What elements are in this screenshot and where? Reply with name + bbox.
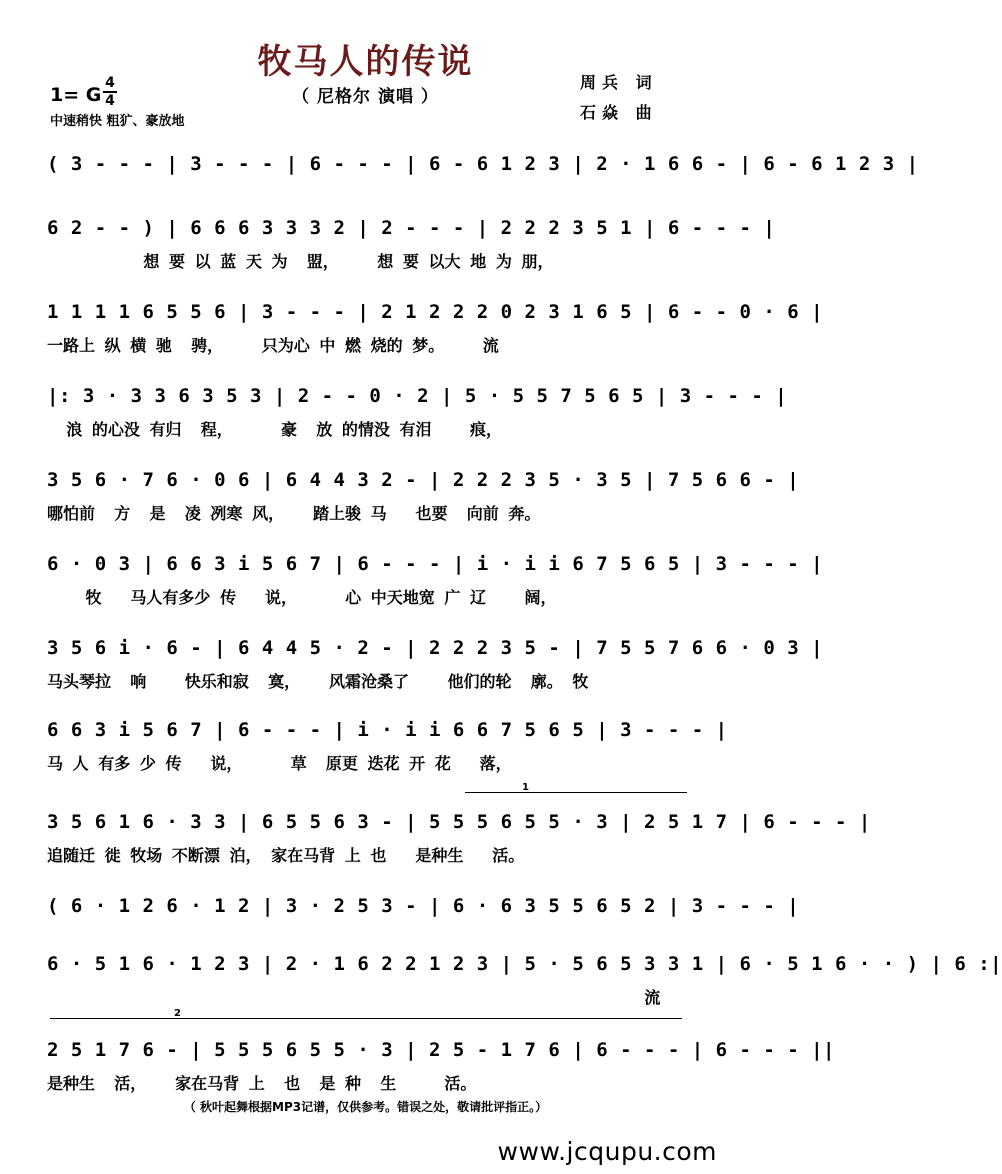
score-row-12: [47, 1036, 835, 1096]
notation-line: |: 3 · 3 3 6 3 5 3 | 2 - - 0 · 2 | 5 · 5 5 7 5 6 5 | 3 - - - |: [47, 385, 788, 407]
score-row-4: [47, 382, 788, 442]
lyric-line: 牧 马人有多少 传 说， 心 中天地宽 广 辽 阔，: [47, 588, 557, 607]
notation-line: 3 5 6 i · 6 - | 6 4 4 5 · 2 - | 2 2 2 3 5 - | 7 5 5 7 6 6 · 0 3 |: [47, 637, 824, 659]
score-row-1: [47, 150, 919, 210]
score-row-3: [47, 298, 824, 358]
notation-line: 1 1 1 1 6 5 5 6 | 3 - - - | 2 1 2 2 2 0 2 3 1 6 5 | 6 - - 0 · 6 |: [47, 301, 824, 323]
time-signature: [103, 76, 117, 108]
lyric-line: 马 人 有多 少 传 说， 草 原更 迭花 开 花 落，: [47, 754, 512, 773]
singer-credit: （ 尼格尔 演唱 ）: [292, 87, 439, 107]
score-row-2: [47, 214, 776, 274]
lyric-line: 想 要 以 蓝 天 为 盟， 想 要 以大 地 为 朋，: [47, 252, 554, 271]
transcription-note: （ 秋叶起舞根据MP3记谱，仅供参考。错误之处，敬请批评指正。）: [183, 1100, 548, 1114]
notation-line: 2 5 1 7 6 - | 5 5 5 6 5 5 · 3 | 2 5 - 1 7 6 | 6 - - - | 6 - - - ||: [47, 1039, 835, 1061]
notation-line: 6 · 5 1 6 · 1 2 3 | 2 · 1 6 2 2 1 2 3 | 5 · 5 6 5 3 3 1 | 6 · 5 1 6 · · ) | 6 :|: [47, 953, 1002, 975]
score-row-11: [47, 950, 1002, 1010]
lyric-line: 马头琴拉 响 快乐和寂 寞， 风霜沧桑了 他们的轮 廓。 牧: [47, 672, 589, 691]
lyric-line: 是种生 活， 家在马背 上 也 是 种 生 活。: [47, 1074, 477, 1093]
volta-2-number: 2: [174, 1008, 181, 1019]
score-row-9: [47, 808, 871, 868]
time-signature-top: 4: [105, 75, 115, 91]
time-signature-bottom: 4: [105, 93, 115, 109]
lyric-line: 一路上 纵 横 驰 骋， 只为心 中 燃 烧的 梦。 流: [47, 336, 499, 355]
score-row-8: [47, 716, 728, 776]
tempo-marking: 中速稍快 粗犷、豪放地: [50, 114, 185, 129]
notation-line: 3 5 6 1 6 · 3 3 | 6 5 5 6 3 - | 5 5 5 6 5 5 · 3 | 2 5 1 7 | 6 - - - |: [47, 811, 871, 833]
score-row-7: [47, 634, 824, 694]
volta-1-number: 1: [522, 782, 529, 793]
score-row-6: [47, 550, 824, 610]
lyric-line: 浪 的心没 有归 程， 豪 放 的情没 有泪 痕，: [47, 420, 503, 439]
lyric-line: 追随迁 徙 牧场 不断漂 泊， 家在马背 上 也 是种生 活。: [47, 846, 525, 865]
notation-line: ( 6 · 1 2 6 · 1 2 | 3 · 2 5 3 - | 6 · 6 3 5 5 6 5 2 | 3 - - - |: [47, 895, 800, 917]
key-signature: 1= G: [50, 84, 102, 106]
lyric-line: [47, 186, 687, 210]
site-watermark: www.jcqupu.com: [497, 1137, 717, 1166]
score-row-5: [47, 466, 800, 526]
song-title: 牧马人的传说: [257, 42, 474, 82]
notation-line: 3 5 6 · 7 6 · 0 6 | 6 4 4 3 2 - | 2 2 2 3 5 · 3 5 | 7 5 6 6 - |: [47, 469, 800, 491]
lyric-line: 哪怕前 方 是 凌 冽寒 风， 踏上骏 马 也要 向前 奔。: [47, 504, 541, 523]
notation-line: ( 3 - - - | 3 - - - | 6 - - - | 6 - 6 1 2 3 | 2 · 1 6 6 - | 6 - 6 1 2 3 |: [47, 153, 919, 175]
notation-line: 6 · 0 3 | 6 6 3 i 5 6 7 | 6 - - - | i · i i 6 7 5 6 5 | 3 - - - |: [47, 553, 824, 575]
score-row-10: [47, 892, 800, 922]
notation-line: 6 2 - - ) | 6 6 6 3 3 3 2 | 2 - - - | 2 2 2 3 5 1 | 6 - - - |: [47, 217, 776, 239]
notation-line: 6 6 3 i 5 6 7 | 6 - - - | i · i i 6 6 7 5 6 5 | 3 - - - |: [47, 719, 728, 741]
lyric-line: 流: [47, 988, 661, 1007]
lyricist-credit: 周兵 词: [580, 73, 658, 92]
volta-2-bracket: [50, 1018, 682, 1019]
volta-1-bracket: [465, 792, 687, 793]
composer-credit: 石焱 曲: [580, 103, 658, 122]
